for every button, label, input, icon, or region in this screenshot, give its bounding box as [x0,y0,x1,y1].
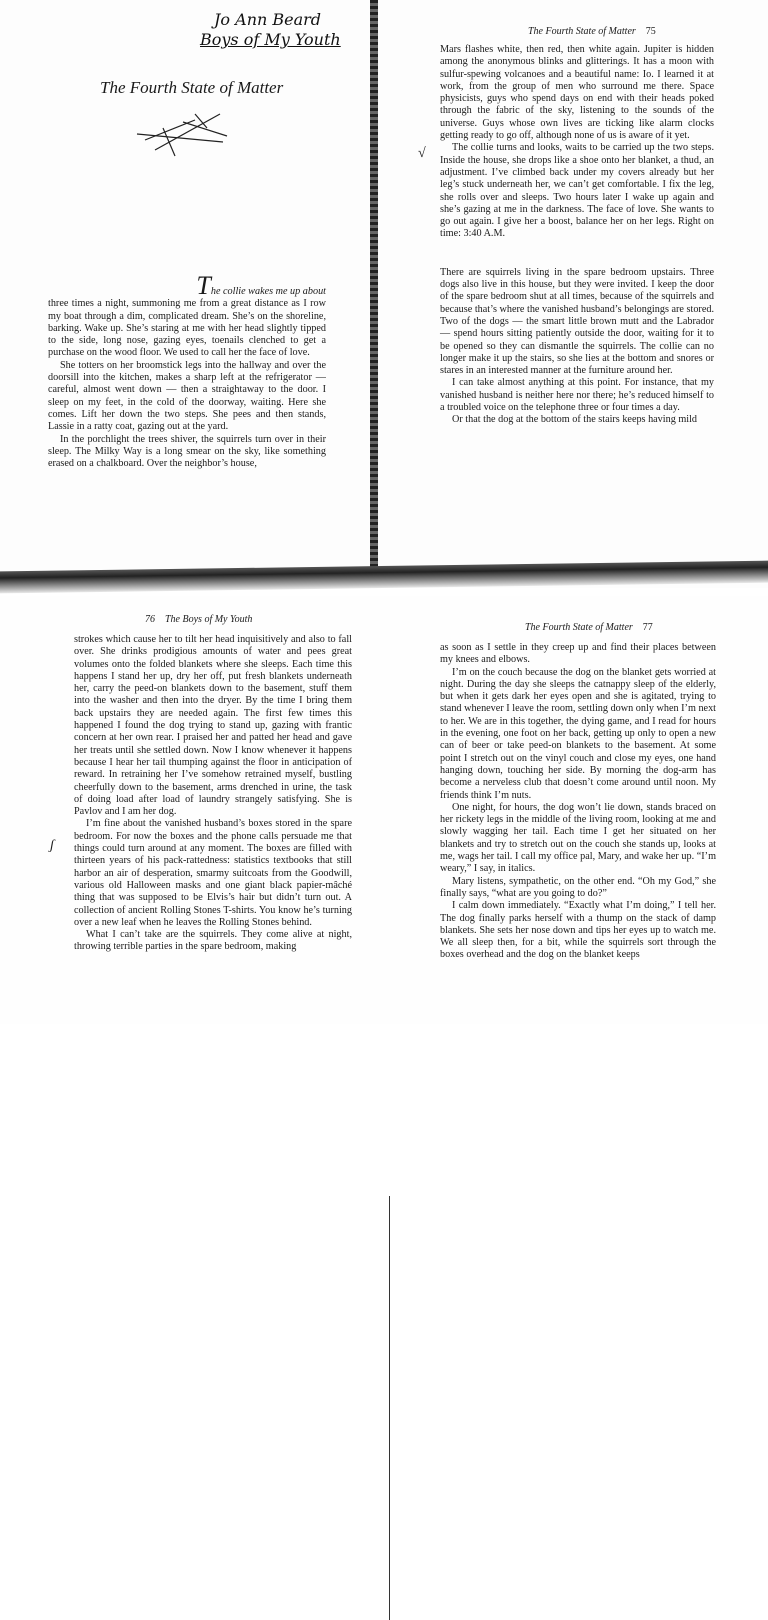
paragraph: I can take almost anything at this point. For instance, that my vanished husband is neither here nor there; he’s reduced himself to a troubled voice on the telephone three or four times a day. [440,377,714,414]
page-right-bottom [440,642,716,962]
running-header [145,614,252,625]
paragraph: I’m fine about the vanished husband’s boxes stored in the spare bedroom. For now the boxes and the phone calls persuade me that things could turn around at any moment. The boxes are filled with thirteen years of his pack-rattedness: statistics textbooks that still harbor an air of desperation, smarmy suitcoats from the Goodwill, various old Halloween masks and one giant black papier-mâché thing that was supposed to be Elvis’s hair but didn’t turn out. A collection of ancient Rolling Stones T-shirts. You know he’s turning over a new leaf when he leaves the Rolling Stones behind. [74,818,352,928]
margin-checkmark-icon: √ [418,146,426,161]
header-title: The Fourth State of Matter [528,26,636,37]
paragraph: In the porchlight the trees shiver, the squirrels turn over in their sleep. The Milky Way is a long smear on the sky, like something erased on a chalkboard. Over the neighbor’s house, [48,433,326,470]
paragraph: I’m on the couch because the dog on the blanket gets worried at night. During the day she sleeps the catnappy sleep of the elderly, but when it gets dark her eyes open and she is agitated, trying to stand whenever I leave the room, settling down only when I’m next to her. We are in this together, the dying game, and I read for hours in the evening, one foot on her back, getting up only to open a new can of beer or take peed-on blankets to the basement. At some point I stretch out on the vinyl couch and close my eyes, one hand hanging down, touching her side. By morning the dog-arm has become a nerveless club that doesn’t come around until noon. My friends think I’m nuts. [440,666,716,801]
page-number: 77 [642,622,653,633]
paragraph: I calm down immediately. “Exactly what I’m doing,” I tell her. The dog finally parks herself with a thump on the stack of damp blankets. She sets her nose down and tips her eyes up to watch me. We all sleep then, for a bit, while the squirrels sort through the boxes overhead and the dog on the blanket keeps [440,900,716,961]
paragraph: three times a night, summoning me from a great distance as I row my boat through a dim, complicated dream. She’s on the shoreline, barking. Wake up. She’s staring at me with her head slightly tipped to the side, long nose, gazing eyes, toenails clenched to get a purchase on the wood floor. We used to call her the face of love. [48,298,326,359]
paragraph: She totters on her broomstick legs into the hallway and over the doorsill into the kitchen, makes a sharp left at the refrigerator — careful, almost went down — then a straightaway to the door. I sleep on my feet, in the cold of the doorway, waiting. Here she comes. Lift her down the two steps. She pees and then stands, Lassie in a ratty coat, gazing out at the yard. [48,359,326,433]
paragraph: One night, for hours, the dog won’t lie down, stands braced on her rickety legs in the middle of the living room, looking at me and slowly wagging her tail. Each time I get her situated on her blankets and try to stretch out on the couch she stands up, looks at me, wags her tail. I call my office pal, Mary, and wake her up. “I’m weary,” I say, in italics. [440,801,716,875]
handwritten-book-title: Boys of My Youth [200,30,341,49]
book-gutter [389,1196,390,1620]
paragraph: Mars flashes white, then red, then white again. Jupiter is hidden among the anonymous blinks and glitterings. It has a moon with sulfur-spewing volcanoes and a beautiful name: Io. I learned it at work, from the group of men who surround me there. Space physicists, guys who spend days on end with their heads poked through the fabric of the sky, listening to the sounds of the universe. Guys whose own lives are ticking like alarm clocks getting ready to go off, although none of us is aware of it yet. [440,44,714,142]
running-header [528,26,656,37]
page-left-top [48,271,326,470]
header-title: The Fourth State of Matter [525,622,633,633]
margin-bracket-icon: ʃ [50,838,55,853]
top-spread [0,0,768,588]
book-spine [370,0,378,576]
page-right-top [440,44,714,427]
body-text [74,634,352,954]
chapter-title: The Fourth State of Matter [100,78,284,97]
paragraph: strokes which cause her to tilt her head inquisitively and also to fall over. She drinks prodigious amounts of water and pees great volumes onto the folded blankets where she sleeps. Each time this happens I stand her up, dry her off, put fresh blankets underneath her, carry the peed-on blankets down to the basement, stuff them into the washer and then into the dryer. By the time I bring them back upstairs they are needed again. The first few times this happened I found the dog trying to stand up, gazing with frantic concern at her own rear. I praised her and patted her head and gave her treats until she settled down. Now I know whenever it happens because I hear her tail thumping against the floor in anticipation of reward. In retraining her I’ve somehow retrained myself, bustling cheerfully down to the basement, arms drenched in urine, the task of doing load after load of laundry strangely satisfying. She is Pavlov and I am her dog. [74,634,352,818]
paragraph: Mary listens, sympathetic, on the other end. “Oh my God,” she finally says, “what are you going to do?” [440,875,716,899]
handwritten-author: Jo Ann Beard [214,10,322,29]
body-text [440,642,716,962]
page-number: 76 [145,614,155,625]
page-left-bottom [74,634,352,954]
body-text [48,271,326,470]
paragraph: as soon as I settle in they creep up and find their places between my knees and elbows. [440,642,716,666]
running-header [525,622,653,633]
page-number: 75 [645,26,656,37]
drop-cap: T [196,271,211,300]
body-text-section [440,267,714,427]
paragraph: The collie turns and looks, waits to be carried up the two steps. Inside the house, she drops like a shoe onto her blanket, a thud, an adjustment. I’ve climbed back under my covers already but her leg’s stuck underneath her, we can’t get comfortable. I fix the leg, she rolls over and sleeps. Two hours later I wake up again and she’s gazing at me in the darkness. The face of love. She wants to go out again. I give her a boost, balance her on her legs. Right on time: 3:40 A.M. [440,142,714,240]
header-title: The Boys of My Youth [165,614,253,625]
opening-line: he collie wakes me up about [210,286,326,297]
paragraph: What I can’t take are the squirrels. They come alive at night, throwing terrible parties in the spare bedroom, making [74,929,352,953]
paragraph: Or that the dog at the bottom of the stairs keeps having mild [452,414,698,426]
bottom-spread [0,596,768,1024]
stars-ornament-icon [135,110,230,160]
paragraph: There are squirrels living in the spare bedroom upstairs. Three dogs also live in this house, but they were invited. I keep the door of the spare bedroom shut at all times, because of the squirrels and because that’s where the vanished husband’s belongings are stored. Two of the dogs — the smart little brown mutt and the Labrador — spend hours sitting patiently outside the door, waiting for it to be opened so they can dismantle the squirrels. The collie can no longer make it up the stairs, so she lies at the bottom and snores or stares in an interested manner at the furniture around her. [440,266,714,377]
body-text [440,44,714,241]
